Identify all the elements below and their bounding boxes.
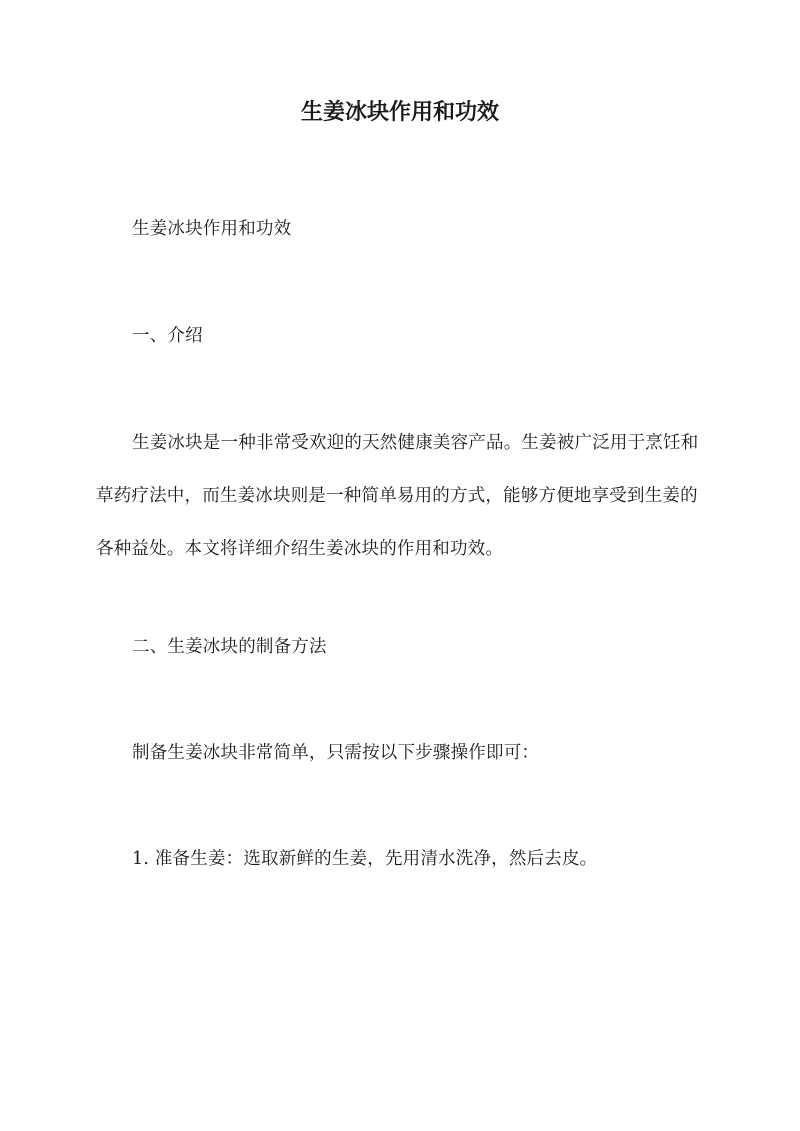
intro-paragraph: 生姜冰块是一种非常受欢迎的天然健康美容产品。生姜被广泛用于烹饪和草药疗法中，而生姜冰块则是一种简单易用的方式，能够方便地享受到生姜的各种益处。本文将详细介绍生姜冰块的作用和功效。 xyxy=(96,433,699,559)
document-title: 生姜冰块作用和功效 xyxy=(300,99,499,125)
subtitle-paragraph: 生姜冰块作用和功效 xyxy=(132,219,292,239)
section-heading-preparation: 二、生姜冰块的制备方法 xyxy=(132,637,327,657)
section-heading-intro: 一、介绍 xyxy=(132,326,203,346)
step-1-paragraph: 1. 准备生姜：选取新鲜的生姜，先用清水洗净，然后去皮。 xyxy=(132,849,598,869)
preparation-paragraph: 制备生姜冰块非常简单，只需按以下步骤操作即可： xyxy=(132,743,540,763)
